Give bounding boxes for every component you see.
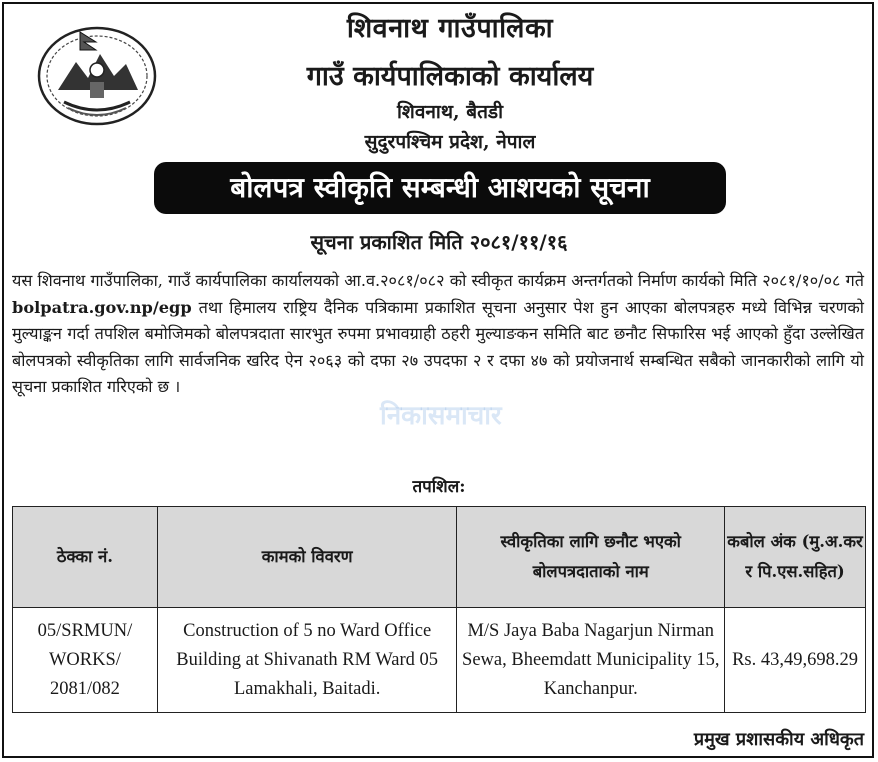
table-header-row	[13, 507, 866, 608]
cell-bid-amount: Rs. 43,49,698.29	[725, 608, 866, 713]
header-selected-bidder: स्वीकृतिका लागि छनौट भएको बोलपत्रदाताको नाम	[457, 507, 725, 608]
signatory-title: प्रमुख प्रशासकीय अधिकृत	[693, 729, 864, 750]
office-name: शिवनाथ गाउँपालिका	[346, 13, 554, 44]
notice-body	[12, 268, 864, 401]
header-bid-amount: कबोल अंक (मु.अ.कर र पि.एस.सहित)	[725, 507, 866, 608]
cell-selected-bidder: M/S Jaya Baba Nagarjun Nirman Sewa, Bheemdatt Municipality 15, Kanchanpur.	[457, 608, 725, 713]
cell-contract-no: 05/SRMUN/ WORKS/ 2081/082	[13, 608, 158, 713]
notice-body-part1: यस शिवनाथ गाउँपालिका, गाउँ कार्यपालिका कार्यालयको आ.व.२०८१/०८२ को स्वीकृत कार्यक्रम अन्तर्गतको निर्माण कार्यको मिति २०८१/१०/०८ गते	[12, 271, 864, 290]
nepal-government-emblem	[36, 20, 158, 128]
address-line-1: शिवनाथ, बैतडी	[396, 101, 503, 123]
executive-office-name: गाउँ कार्यपालिकाको कार्यालय	[306, 61, 594, 92]
notice-title-banner: बोलपत्र स्वीकृति सम्बन्धी आशयको सूचना	[154, 162, 726, 214]
notice-body-part2: तथा हिमालय राष्ट्रिय दैनिक पत्रिकामा प्रकाशित सूचना अनुसार पेश हुन आएका बोलपत्रहरु मध्ये विभिन्न चरणको मुल्याङ्कन गर्दा तपशिल बमोजिमको बोलपत्रदाता सारभुत रुपमा प्रभावग्राही ठहरी मुल्याङकन समिति बाट छनौट सिफारिस भई आएको हुँदा उल्लेखित बोलपत्रको स्वीकृतिका लागि सार्वजनिक खरिद ऐन २०६३ को दफा २७ उपदफा २ र दफा ४७ को प्रयोजनार्थ सम्बन्धित सबैको जानकारीको लागि यो सूचना प्रकाशित गरिएको छ ।	[12, 297, 864, 396]
address-line-2: सुदुरपश्चिम प्रदेश, नेपाल	[364, 131, 536, 153]
header-work-description: कामको विवरण	[157, 507, 457, 608]
watermark-text: निकासमाचार	[380, 401, 502, 431]
table-row	[13, 608, 866, 713]
award-table	[12, 506, 866, 713]
cell-work-description: Construction of 5 no Ward Office Building at Shivanath RM Ward 05 Lamakhali, Baitadi.	[157, 608, 457, 713]
header-contract-no: ठेक्का नं.	[13, 507, 158, 608]
publish-date: सूचना प्रकाशित मिति २०८१/११/१६	[310, 230, 568, 254]
details-label: तपशिल:	[412, 477, 466, 497]
egp-portal-link[interactable]: bolpatra.gov.np/egp	[12, 297, 192, 317]
